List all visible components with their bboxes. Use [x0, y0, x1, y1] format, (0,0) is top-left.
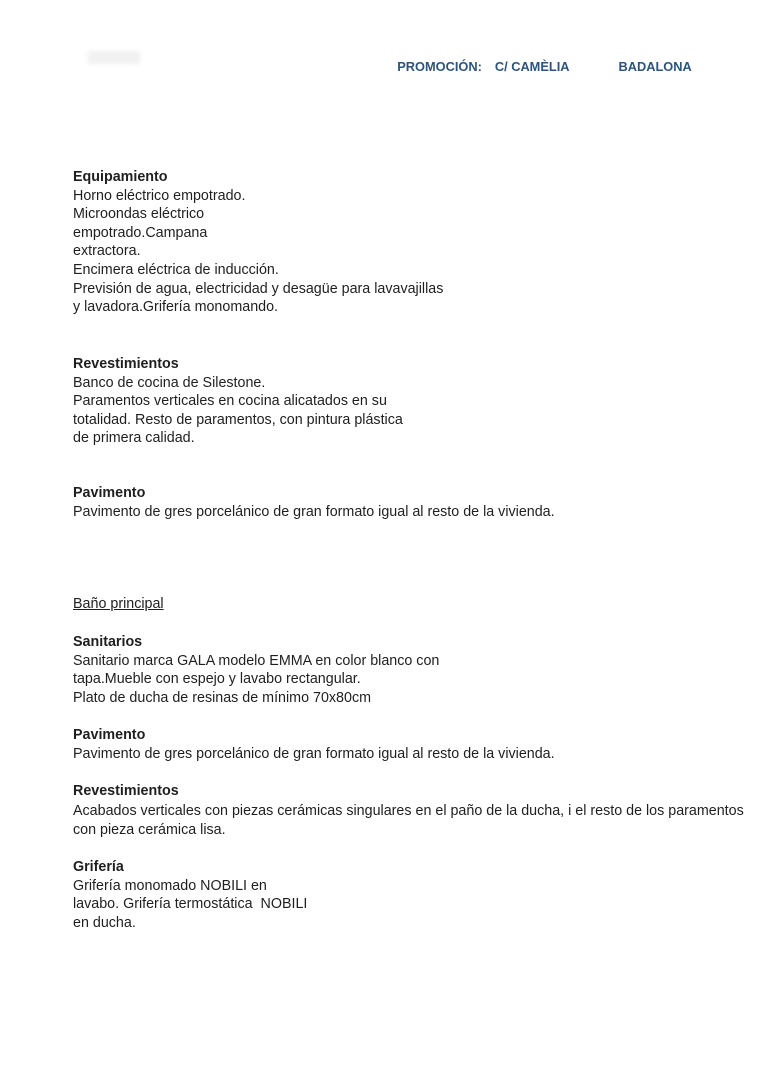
- text-line: Encimera eléctrica de inducción.: [73, 261, 279, 278]
- section-pavimento-cocina: [73, 484, 755, 521]
- text-line: Horno eléctrico empotrado.: [73, 187, 246, 204]
- text-line: totalidad. Resto de paramentos, con pintura plástica: [73, 411, 403, 428]
- section-revestimientos-bano: [73, 782, 755, 841]
- section-sanitarios: [73, 633, 755, 707]
- text-line: en ducha.: [73, 914, 136, 931]
- text-line: tapa.Mueble con espejo y lavabo rectangular.: [73, 671, 361, 688]
- section-heading: Pavimento: [73, 485, 146, 501]
- text-line: Plato de ducha de resinas de mínimo 70x80cm: [73, 689, 372, 706]
- text-line: Pavimento de gres porcelánico de gran formato igual al resto de la vivienda.: [73, 745, 555, 762]
- text-line: Microondas eléctrico: [73, 206, 205, 223]
- text-line: Pavimento de gres porcelánico de gran formato igual al resto de la vivienda.: [73, 503, 555, 520]
- text-line: con pieza cerámica lisa.: [73, 822, 226, 838]
- section-equipamiento: [73, 168, 755, 317]
- text-line: extractora.: [73, 243, 141, 260]
- section-heading: Sanitarios: [73, 634, 143, 650]
- section-heading: Pavimento: [73, 727, 146, 743]
- section-heading: Grifería: [73, 859, 124, 875]
- text-line: Banco de cocina de Silestone.: [73, 374, 266, 391]
- section-revestimientos-cocina: [73, 355, 755, 448]
- section-pavimento-bano: [73, 726, 755, 763]
- text-line: empotrado.Campana: [73, 224, 208, 241]
- section-heading: Revestimientos: [73, 356, 179, 372]
- text-line: y lavadora.Grifería monomando.: [73, 299, 279, 316]
- promotion-label: PROMOCIÓN:: [397, 59, 482, 74]
- text-line: Acabados verticales con piezas cerámicas singulares en el paño de la ducha, i el resto de los paramentos: [73, 802, 744, 819]
- text-line: lavabo. Grifería termostática NOBILI: [73, 896, 308, 913]
- section-heading: Baño principal: [73, 596, 164, 612]
- text-line: Paramentos verticales en cocina alicatados en su: [73, 393, 387, 410]
- section-heading: Revestimientos: [73, 783, 179, 799]
- text-line: Sanitario marca GALA modelo EMMA en color blanco con: [73, 652, 440, 669]
- faint-logo-watermark: [88, 51, 140, 64]
- section-bano-principal: [73, 595, 755, 614]
- text-line: Grifería monomado NOBILI en: [73, 877, 267, 894]
- section-griferia: [73, 858, 755, 932]
- text-line: Previsión de agua, electricidad y desagüe para lavavajillas: [73, 280, 444, 297]
- document-header: [383, 44, 692, 89]
- promotion-street: C/ CAMÈLIA: [494, 59, 570, 74]
- text-line: de primera calidad.: [73, 430, 195, 447]
- promotion-city: BADALONA: [618, 59, 692, 74]
- section-heading: Equipamiento: [73, 169, 168, 185]
